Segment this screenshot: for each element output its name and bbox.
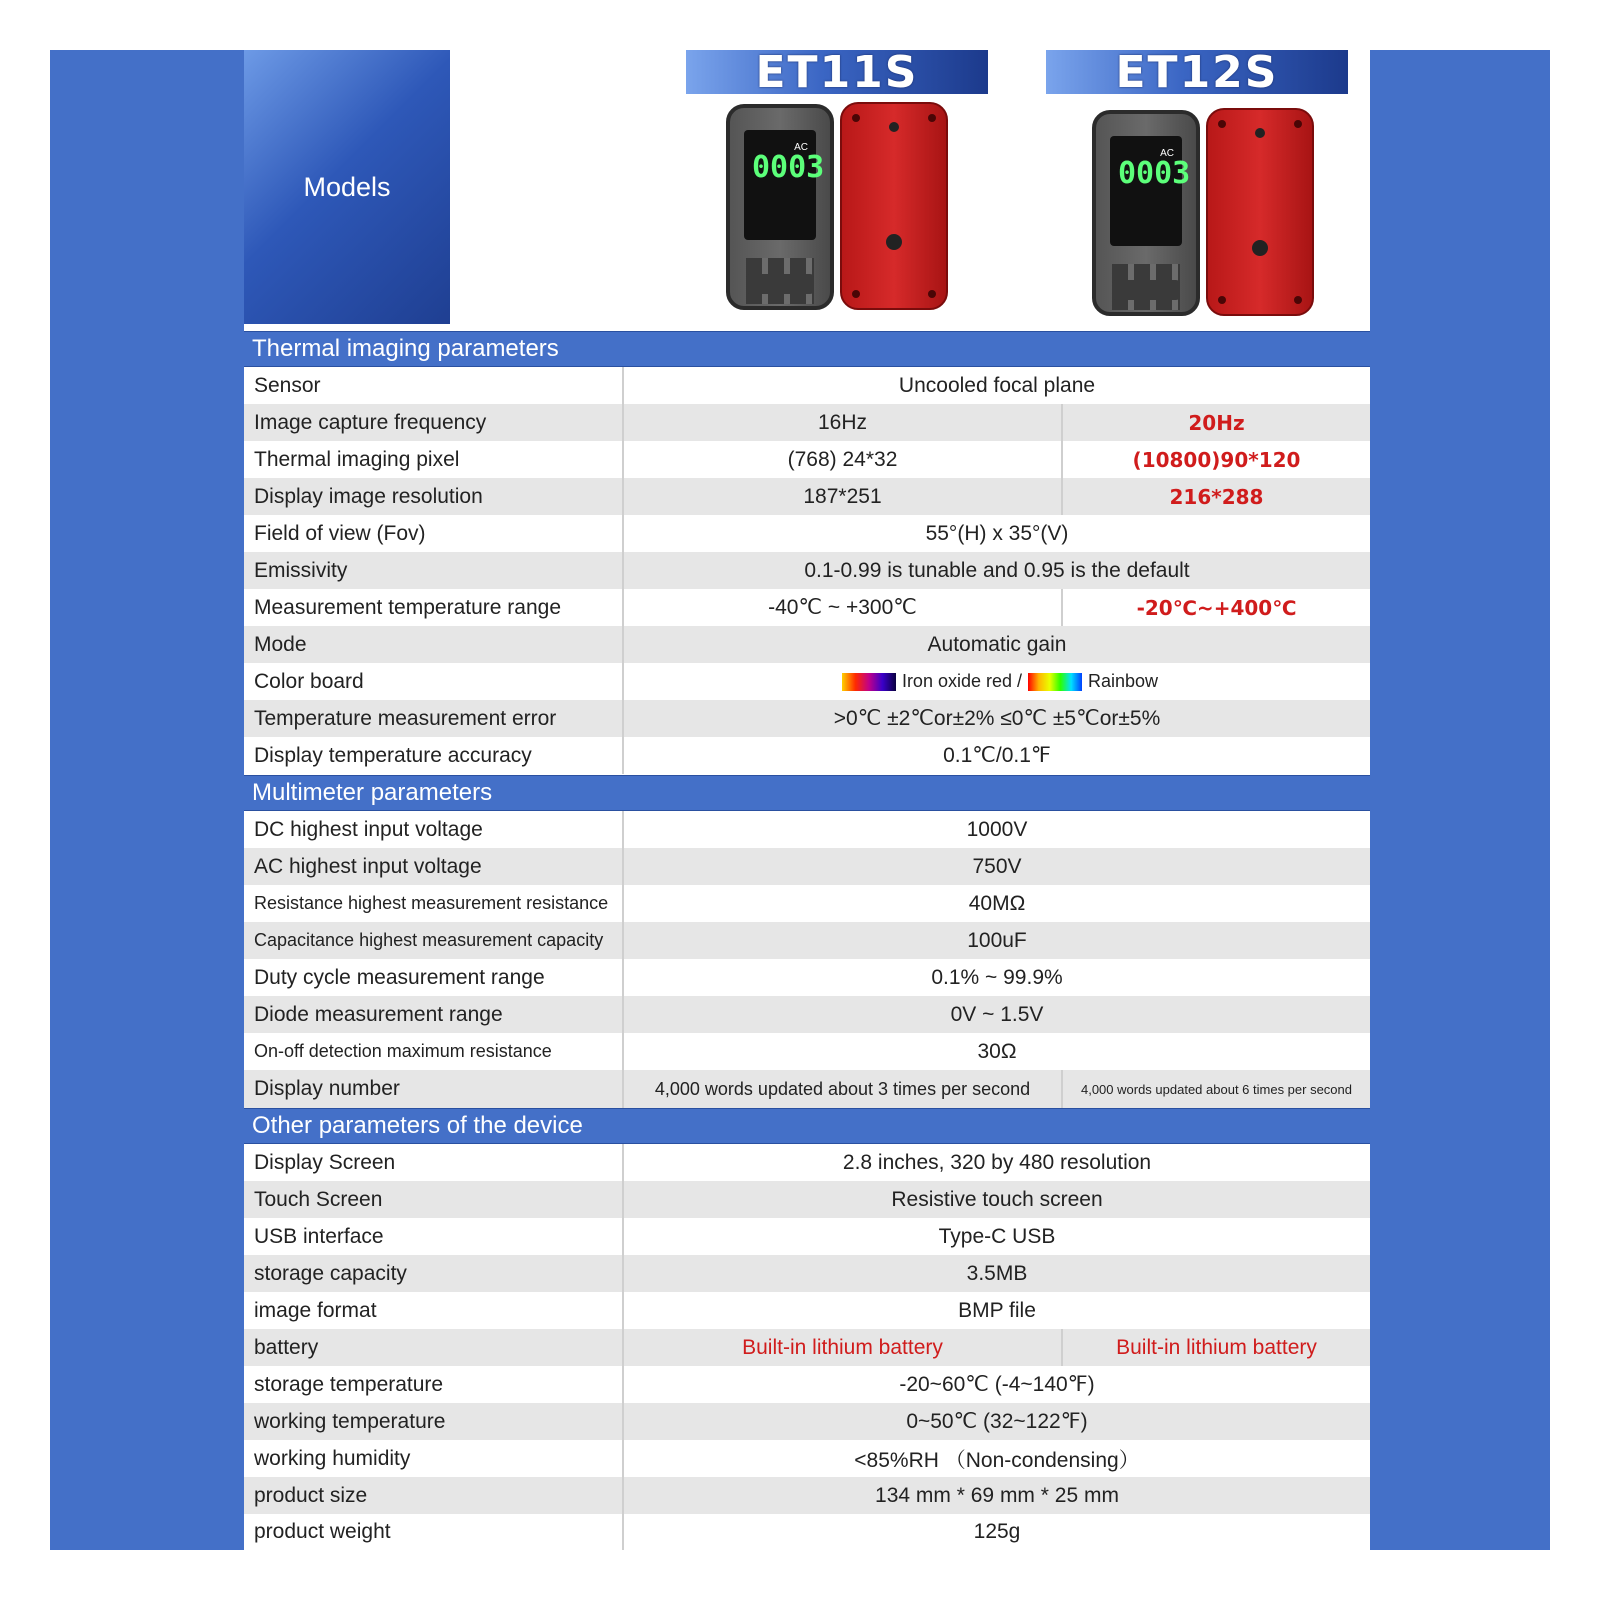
row-label: working temperature [244, 1403, 624, 1440]
table-row [244, 367, 1370, 404]
row-label: Resistance highest measurement resistance [244, 885, 624, 922]
row-value: Resistive touch screen [891, 1187, 1103, 1211]
row-value: 3.5MB [966, 1261, 1028, 1285]
table-row [244, 1403, 1370, 1440]
section-title: Multimeter parameters [252, 779, 493, 806]
row-label: Color board [244, 663, 624, 700]
row-value: <85%RH （Non-condensing） [854, 1448, 1140, 1472]
row-label: Mode [244, 626, 624, 663]
device-screen-mode: AC [794, 142, 808, 153]
row-label: Temperature measurement error [244, 700, 624, 737]
row-label: Capacitance highest measurement capacity [244, 922, 624, 959]
camera-lens-icon [889, 122, 899, 132]
models-label: Models [303, 171, 391, 202]
row-label: USB interface [244, 1218, 624, 1255]
row-value-et12s: 20Hz [1188, 410, 1245, 435]
row-value: 0~50℃ (32~122℉) [906, 1410, 1088, 1433]
screw-icon [928, 114, 936, 122]
palette-iron-label: Iron oxide red / [901, 671, 1023, 691]
iron-oxide-palette-swatch [842, 673, 896, 691]
section-title: Other parameters of the device [252, 1112, 583, 1139]
row-value-et12s: (10800)90*120 [1132, 447, 1301, 472]
camera-lens-icon [1255, 128, 1265, 138]
row-value: 750V [972, 854, 1022, 878]
table-row [244, 552, 1370, 589]
row-value: Automatic gain [927, 632, 1067, 656]
row-value [624, 663, 1370, 700]
row-label: DC highest input voltage [244, 811, 624, 848]
row-label: working humidity [244, 1440, 624, 1477]
device-screen-digits: 0003 [752, 150, 825, 185]
row-value: 40MΩ [968, 891, 1026, 915]
et11s-front-image [726, 104, 834, 310]
row-value: 2.8 inches, 320 by 480 resolution [842, 1150, 1152, 1174]
section-title: Thermal imaging parameters [252, 335, 559, 362]
row-value: Type-C USB [938, 1224, 1056, 1248]
row-label: product size [244, 1477, 624, 1514]
table-row [244, 1440, 1370, 1477]
row-label: On-off detection maximum resistance [244, 1033, 624, 1070]
row-label: storage temperature [244, 1366, 624, 1403]
row-label: Image capture frequency [244, 404, 624, 441]
row-value: 0V ~ 1.5V [950, 1002, 1044, 1026]
model-name-et11s: ET11S [755, 46, 919, 98]
row-label: battery [244, 1329, 624, 1366]
table-row [244, 1033, 1370, 1070]
table-row [244, 1292, 1370, 1329]
device-probe-jacks [746, 274, 814, 294]
row-value-et12s: 216*288 [1169, 484, 1264, 509]
row-value: 125g [973, 1520, 1021, 1543]
row-label: Duty cycle measurement range [244, 959, 624, 996]
table-row [244, 515, 1370, 552]
tripod-mount-icon [886, 234, 902, 250]
row-value-et11s: (768) 24*32 [624, 441, 1063, 478]
row-label: AC highest input voltage [244, 848, 624, 885]
models-header [244, 50, 450, 324]
row-value: 30Ω [977, 1039, 1017, 1063]
model-name-et12s: ET12S [1115, 46, 1279, 98]
screw-icon [1218, 120, 1226, 128]
row-value: 0.1℃/0.1℉ [943, 744, 1051, 767]
device-probe-jacks [1112, 280, 1180, 300]
section-header-multimeter [244, 775, 1370, 811]
row-value-et11s: 16Hz [624, 404, 1063, 441]
table-row [244, 441, 1370, 478]
table-row [244, 885, 1370, 922]
model-banner-et12s [1046, 46, 1348, 98]
rainbow-palette-swatch [1028, 673, 1082, 691]
row-value-et12s: -20℃~+400℃ [1136, 595, 1297, 620]
screw-icon [1294, 120, 1302, 128]
device-screen-digits: 0003 [1118, 156, 1191, 191]
screw-icon [852, 114, 860, 122]
row-value-et11s: -40℃ ~ +300℃ [624, 589, 1063, 626]
table-row [244, 404, 1370, 441]
table-row [244, 663, 1370, 700]
row-value-et11s: Built-in lithium battery [624, 1329, 1063, 1366]
et12s-back-image [1206, 108, 1314, 316]
row-label: Thermal imaging pixel [244, 441, 624, 478]
row-value: >0℃ ±2℃or±2% ≤0℃ ±5℃or±5% [833, 707, 1161, 730]
device-screen-mode: AC [1160, 148, 1174, 159]
row-value: 100uF [967, 928, 1027, 952]
table-row [244, 1477, 1370, 1514]
row-value-et11s: 4,000 words updated about 3 times per second [624, 1070, 1063, 1108]
device-screen [744, 130, 825, 240]
row-value: Uncooled focal plane [898, 373, 1096, 397]
screw-icon [928, 290, 936, 298]
row-value-et12s: 4,000 words updated about 6 times per second [1080, 1081, 1352, 1097]
row-label: Display image resolution [244, 478, 624, 515]
row-value: 0.1-0.99 is tunable and 0.95 is the default [804, 558, 1190, 582]
row-label: Display number [244, 1070, 624, 1108]
table-row [244, 478, 1370, 515]
row-label: image format [244, 1292, 624, 1329]
row-value: 1000V [966, 817, 1028, 841]
table-row [244, 1366, 1370, 1403]
row-label: storage capacity [244, 1255, 624, 1292]
row-value: 134 mm * 69 mm * 25 mm [875, 1483, 1119, 1507]
model-banner-et11s [686, 46, 988, 98]
table-row [244, 1329, 1370, 1366]
section-header-other [244, 1108, 1370, 1144]
row-value: -20~60℃ (-4~140℉) [899, 1373, 1095, 1396]
table-row [244, 589, 1370, 626]
table-row [244, 996, 1370, 1033]
row-value: 0.1% ~ 99.9% [931, 965, 1063, 989]
et12s-front-image [1092, 110, 1200, 316]
table-row [244, 922, 1370, 959]
table-row [244, 700, 1370, 737]
et11s-back-image [840, 102, 948, 310]
row-label: Measurement temperature range [244, 589, 624, 626]
table-row [244, 1218, 1370, 1255]
table-row [244, 1514, 1370, 1550]
table-row [244, 737, 1370, 774]
row-label: product weight [244, 1514, 624, 1550]
section-header-thermal [244, 331, 1370, 367]
table-row [244, 626, 1370, 663]
table-row [244, 1255, 1370, 1292]
table-row [244, 811, 1370, 848]
row-label: Display Screen [244, 1144, 624, 1181]
row-label: Sensor [244, 367, 624, 404]
row-label: Diode measurement range [244, 996, 624, 1033]
table-row [244, 1181, 1370, 1218]
row-value-et12s: Built-in lithium battery [1116, 1335, 1317, 1359]
row-value-et11s: 187*251 [624, 478, 1063, 515]
row-value: BMP file [958, 1298, 1036, 1322]
row-label: Field of view (Fov) [244, 515, 624, 552]
tripod-mount-icon [1252, 240, 1268, 256]
row-value: 55°(H) x 35°(V) [925, 521, 1069, 545]
screw-icon [852, 290, 860, 298]
screw-icon [1294, 296, 1302, 304]
row-label: Display temperature accuracy [244, 737, 624, 774]
row-label: Touch Screen [244, 1181, 624, 1218]
screw-icon [1218, 296, 1226, 304]
table-row [244, 1070, 1370, 1108]
row-label: Emissivity [244, 552, 624, 589]
table-row [244, 848, 1370, 885]
device-screen [1110, 136, 1191, 246]
table-row [244, 1144, 1370, 1181]
palette-rainbow-label: Rainbow [1088, 671, 1159, 691]
table-row [244, 959, 1370, 996]
